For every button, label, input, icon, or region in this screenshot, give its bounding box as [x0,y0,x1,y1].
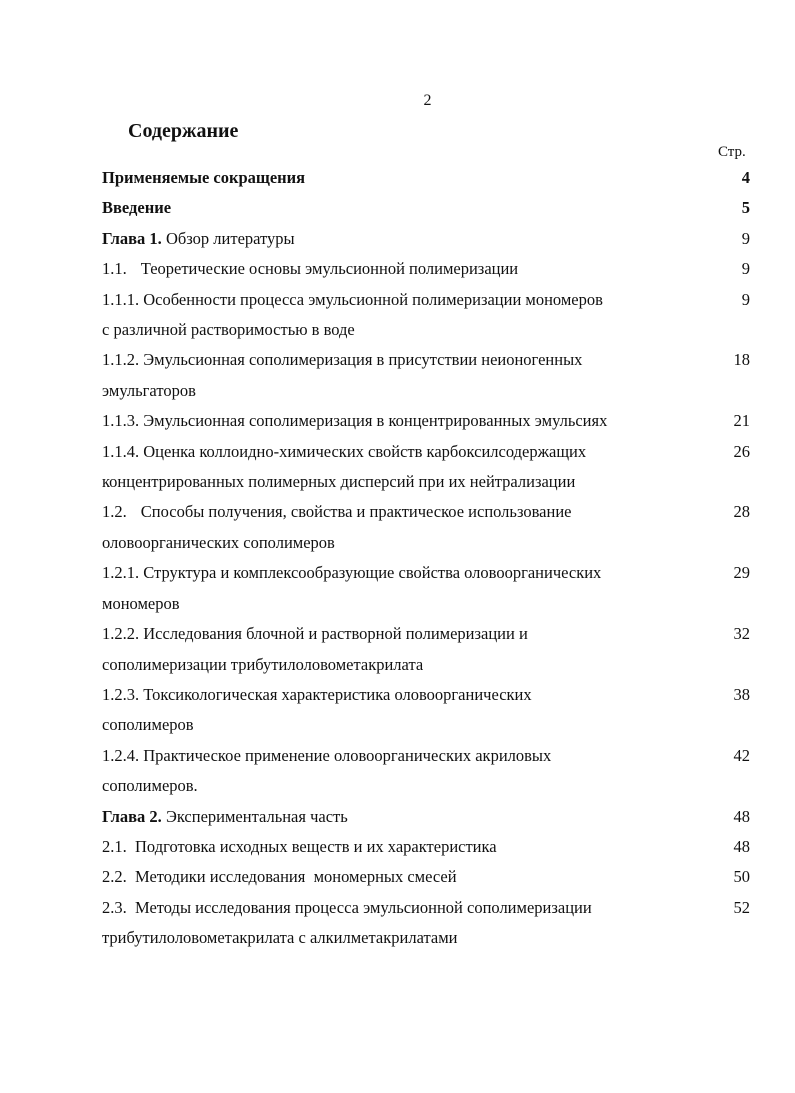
entry-title: Обзор литературы [161,228,295,248]
entry-title-line: 1.2.3. Токсикологическая характеристика оловоорганических [102,684,532,704]
entry-title-line: сополимеров. [102,776,198,796]
toc-entry[interactable] [102,558,750,619]
page-number: 2 [423,92,432,109]
entry-title: Теоретические основы эмульсионной полимеризации [140,259,519,279]
entry-title-line: концентрированных полимерных дисперсий при их нейтрализации [102,472,576,492]
toc-entry[interactable] [102,680,750,741]
toc-entry[interactable] [102,619,750,680]
toc-title: Содержание [128,120,239,142]
toc-entry[interactable] [102,832,750,862]
entry-title-line: 1.2.1. Структура и комплексообразующие свойства оловоорганических [102,563,602,583]
entry-page: 26 [733,441,750,461]
entry-title-line: трибутилоловометакрилата с алкилметакрилатами [102,928,458,948]
table-of-contents [102,163,750,954]
entry-page: 52 [733,897,750,917]
toc-entry[interactable] [102,193,750,223]
toc-entry[interactable] [102,741,750,802]
entry-page: 9 [741,259,750,279]
entry-page: 4 [741,168,750,187]
entry-title-line: 1.1.4. Оценка коллоидно-химических свойств карбоксилсодержащих [102,441,587,461]
entry-page: 38 [733,684,750,704]
entry-page: 28 [733,502,750,522]
chapter-label: Глава 2. [102,806,162,826]
toc-entry[interactable] [102,893,750,954]
toc-entry[interactable] [102,224,750,254]
entry-page: 48 [733,806,750,826]
entry-title-line: мономеров [102,593,180,613]
entry-title: Экспериментальная часть [161,806,348,826]
entry-title-line: 2.3. Методы исследования процесса эмульсионной сополимеризации [102,897,592,917]
toc-entry[interactable] [102,345,750,406]
entry-title-line: 2.1. Подготовка исходных веществ и их характеристика [102,836,497,856]
chapter-label: Глава 1. [102,228,162,248]
page-column-header: Стр. [718,144,746,160]
entry-page: 50 [733,867,750,887]
toc-entry[interactable] [102,163,750,193]
entry-page: 32 [733,624,750,644]
entry-title-line: оловоорганических сополимеров [102,532,335,552]
entry-title-line: 1.1.2. Эмульсионная сополимеризация в присутствии неионогенных [102,350,583,370]
toc-entry[interactable] [102,497,750,558]
entry-title-line: Способы получения, свойства и практическое использование [140,502,572,522]
toc-entry[interactable] [102,406,750,436]
toc-entry[interactable] [102,254,750,284]
entry-page: 29 [733,563,750,583]
entry-page: 42 [733,745,750,765]
section-number: 1.1. [102,259,127,279]
entry-title-line: эмульгаторов [102,380,196,400]
entry-title-line: 1.1.1. Особенности процесса эмульсионной полимеризации мономеров [102,289,603,309]
toc-entry[interactable] [102,285,750,346]
toc-entry[interactable] [102,862,750,892]
toc-entry[interactable] [102,802,750,832]
entry-page: 18 [733,350,750,370]
entry-title: Введение [102,198,172,218]
entry-page: 9 [741,289,750,309]
entry-title-line: 2.2. Методики исследования мономерных смесей [102,867,457,887]
entry-title-line: с различной растворимостью в воде [102,320,355,340]
entry-title-line: сополимеризации трибутилоловометакрилата [102,654,424,674]
entry-title-line: 1.1.3. Эмульсионная сополимеризация в концентрированных эмульсиях [102,411,608,431]
entry-page: 21 [733,411,750,431]
entry-title-line: сополимеров [102,715,194,735]
entry-title: Применяемые сокращения [102,168,306,187]
entry-page: 9 [741,228,750,248]
toc-entry[interactable] [102,437,750,498]
section-number: 1.2. [102,502,127,522]
entry-page: 48 [733,836,750,856]
entry-title-line: 1.2.2. Исследования блочной и растворной полимеризации и [102,624,528,644]
entry-title-line: 1.2.4. Практическое применение оловоорганических акриловых [102,745,552,765]
entry-page: 5 [741,198,750,218]
